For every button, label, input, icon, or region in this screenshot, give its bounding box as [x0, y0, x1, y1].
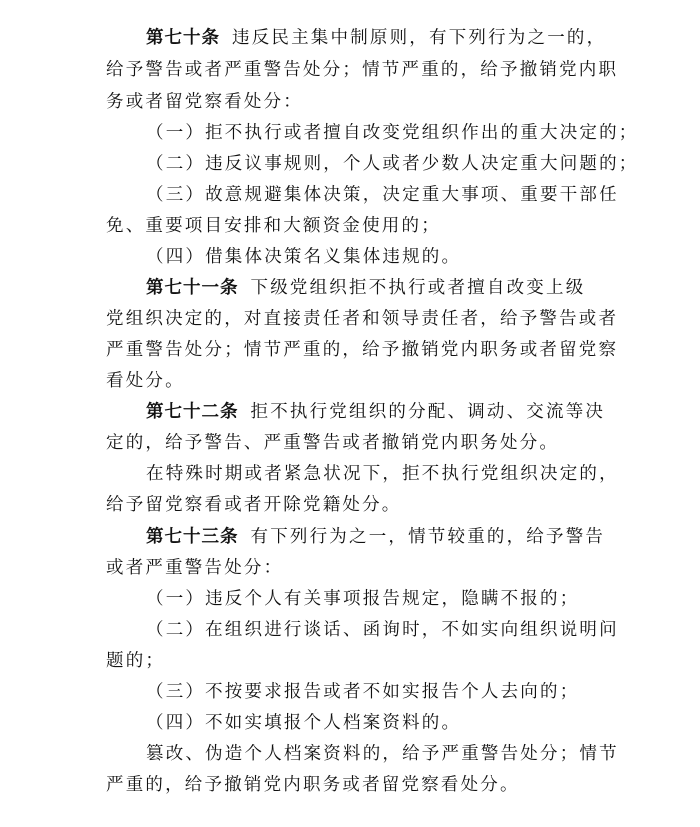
list-item: （三）不按要求报告或者不如实报告个人去向的；	[146, 682, 580, 702]
article-73-title: 第七十三条	[146, 527, 239, 547]
list-item: （四）借集体决策名义集体违规的。	[146, 247, 462, 267]
article-72-text: 拒不执行党组织的分配、调动、交流等决	[250, 402, 606, 422]
text-line: 定的，给予警告、严重警告或者撤销党内职务处分。	[106, 433, 560, 453]
text-line: 严重警告处分；情节严重的，给予撤销党内职务或者留党察	[106, 340, 619, 360]
article-70-title: 第七十条	[146, 28, 220, 48]
list-item: （二）违反议事规则，个人或者少数人决定重大问题的；	[146, 154, 639, 174]
article-72-first-line	[146, 400, 605, 424]
article-71-first-line	[146, 276, 585, 300]
text-line: 务或者留党察看处分：	[106, 92, 303, 112]
text-line: 看处分。	[106, 371, 185, 391]
text-line: 给予留党察看或者开除党籍处分。	[106, 495, 402, 515]
list-item: （一）拒不执行或者擅自改变党组织作出的重大决定的；	[146, 123, 639, 143]
article-70-first-line	[146, 26, 606, 50]
article-71-title: 第七十一条	[146, 278, 239, 298]
article-72-title: 第七十二条	[146, 402, 239, 422]
text-line: 免、重要项目安排和大额资金使用的；	[106, 216, 441, 236]
article-71-text: 下级党组织拒不执行或者擅自改变上级	[250, 278, 586, 298]
text-line: 或者严重警告处分：	[106, 558, 284, 578]
list-item: （二）在组织进行谈话、函询时，不如实向组织说明问	[146, 620, 619, 640]
text-line: 在特殊时期或者紧急状况下，拒不执行党组织决定的，	[146, 464, 619, 484]
article-73-first-line	[146, 525, 605, 549]
article-70-text: 违反民主集中制原则，有下列行为之一的，	[232, 28, 607, 48]
text-line: 篡改、伪造个人档案资料的，给予严重警告处分；情节	[146, 744, 619, 764]
list-item: （四）不如实填报个人档案资料的。	[146, 713, 462, 733]
text-line: 题的；	[106, 651, 166, 671]
article-73-text: 有下列行为之一，情节较重的，给予警告	[250, 527, 606, 547]
text-line: 给予警告或者严重警告处分；情节严重的，给予撤销党内职	[106, 60, 619, 80]
list-item: （一）违反个人有关事项报告规定，隐瞒不报的；	[146, 589, 580, 609]
text-line: 党组织决定的，对直接责任者和领导责任者，给予警告或者	[106, 309, 619, 329]
list-item: （三）故意规避集体决策，决定重大事项、重要干部任	[146, 185, 619, 205]
text-line: 严重的，给予撤销党内职务或者留党察看处分。	[106, 775, 520, 795]
